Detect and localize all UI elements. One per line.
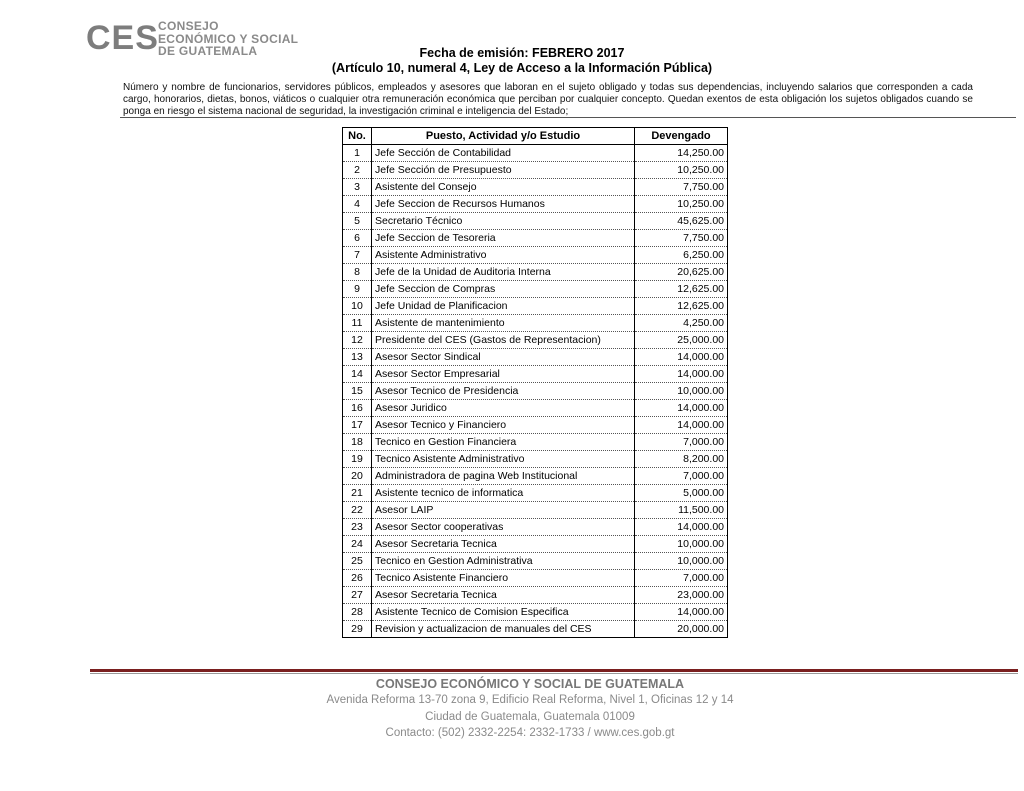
row-number: 22: [343, 502, 372, 519]
table-row: [343, 502, 728, 519]
table-row: [343, 145, 728, 162]
row-devengado: 23,000.00: [635, 587, 728, 604]
row-devengado: 20,625.00: [635, 264, 728, 281]
row-number: 14: [343, 366, 372, 383]
footer-org-name: CONSEJO ECONÓMICO Y SOCIAL DE GUATEMALA: [375, 677, 685, 691]
row-number: 3: [343, 179, 372, 196]
row-puesto: Asesor Secretaria Tecnica: [372, 536, 635, 553]
row-number: 29: [343, 621, 372, 638]
row-number: 23: [343, 519, 372, 536]
row-puesto: Asesor Tecnico y Financiero: [372, 417, 635, 434]
row-number: 10: [343, 298, 372, 315]
row-number: 11: [343, 315, 372, 332]
table-row: [343, 536, 728, 553]
row-puesto: Jefe Seccion de Recursos Humanos: [372, 196, 635, 213]
row-puesto: Revision y actualizacion de manuales del CES: [372, 621, 635, 638]
table-row: [343, 213, 728, 230]
row-puesto: Jefe de la Unidad de Auditoria Interna: [372, 264, 635, 281]
row-puesto: Jefe Sección de Contabilidad: [372, 145, 635, 162]
footer-city: Ciudad de Guatemala, Guatemala 01009: [425, 711, 635, 723]
table-header-row: [343, 128, 728, 145]
table-row: [343, 383, 728, 400]
row-devengado: 45,625.00: [635, 213, 728, 230]
row-devengado: 7,750.00: [635, 230, 728, 247]
row-number: 7: [343, 247, 372, 264]
row-devengado: 14,000.00: [635, 604, 728, 621]
logo-line-2: ECONÓMICO Y SOCIAL: [158, 31, 299, 46]
column-header-no: No.: [343, 128, 372, 145]
row-number: 4: [343, 196, 372, 213]
row-devengado: 14,000.00: [635, 349, 728, 366]
row-puesto: Jefe Unidad de Planificacion: [372, 298, 635, 315]
table-row: [343, 247, 728, 264]
row-devengado: 14,000.00: [635, 366, 728, 383]
row-devengado: 14,000.00: [635, 400, 728, 417]
row-devengado: 7,000.00: [635, 570, 728, 587]
table-row: [343, 298, 728, 315]
row-number: 1: [343, 145, 372, 162]
description-divider: [120, 117, 1016, 118]
row-devengado: 12,625.00: [635, 281, 728, 298]
row-devengado: 10,250.00: [635, 196, 728, 213]
logo-line-3: DE GUATEMALA: [158, 44, 258, 58]
table-row: [343, 281, 728, 298]
table-row: [343, 468, 728, 485]
salary-table: [342, 127, 728, 638]
table-row: [343, 264, 728, 281]
row-number: 27: [343, 587, 372, 604]
row-number: 15: [343, 383, 372, 400]
row-puesto: Asistente de mantenimiento: [372, 315, 635, 332]
row-devengado: 14,000.00: [635, 519, 728, 536]
row-puesto: Administradora de pagina Web Institucional: [372, 468, 635, 485]
issue-date-title: Fecha de emisión: FEBRERO 2017: [419, 46, 625, 60]
row-number: 16: [343, 400, 372, 417]
row-number: 13: [343, 349, 372, 366]
row-devengado: 10,000.00: [635, 383, 728, 400]
row-number: 8: [343, 264, 372, 281]
legal-article-subtitle: (Artículo 10, numeral 4, Ley de Acceso a la Información Pública): [331, 61, 713, 75]
table-body: [343, 145, 728, 638]
row-puesto: Asistente del Consejo: [372, 179, 635, 196]
row-puesto: Tecnico Asistente Administrativo: [372, 451, 635, 468]
row-devengado: 5,000.00: [635, 485, 728, 502]
footer-divider-thin: [90, 673, 1018, 674]
row-devengado: 10,250.00: [635, 162, 728, 179]
row-devengado: 25,000.00: [635, 332, 728, 349]
row-devengado: 4,250.00: [635, 315, 728, 332]
row-devengado: 14,250.00: [635, 145, 728, 162]
table-row: [343, 349, 728, 366]
row-devengado: 12,625.00: [635, 298, 728, 315]
row-puesto: Asesor Sector Empresarial: [372, 366, 635, 383]
row-puesto: Tecnico en Gestion Financiera: [372, 434, 635, 451]
column-header-puesto: Puesto, Actividad y/o Estudio: [372, 128, 635, 145]
row-number: 9: [343, 281, 372, 298]
row-number: 12: [343, 332, 372, 349]
table-row: [343, 230, 728, 247]
footer-contact: Contacto: (502) 2332-2254: 2332-1733 / www.ces.gob.gt: [385, 727, 675, 739]
row-number: 21: [343, 485, 372, 502]
row-puesto: Jefe Sección de Presupuesto: [372, 162, 635, 179]
row-number: 26: [343, 570, 372, 587]
row-devengado: 7,750.00: [635, 179, 728, 196]
row-number: 6: [343, 230, 372, 247]
row-puesto: Secretario Técnico: [372, 213, 635, 230]
row-devengado: 8,200.00: [635, 451, 728, 468]
row-puesto: Asesor LAIP: [372, 502, 635, 519]
row-number: 25: [343, 553, 372, 570]
row-puesto: Jefe Seccion de Tesoreria: [372, 230, 635, 247]
logo-mark: CES: [86, 19, 159, 57]
row-devengado: 10,000.00: [635, 536, 728, 553]
row-number: 17: [343, 417, 372, 434]
row-puesto: Asistente Tecnico de Comision Especifica: [372, 604, 635, 621]
row-number: 28: [343, 604, 372, 621]
table-row: [343, 604, 728, 621]
row-devengado: 11,500.00: [635, 502, 728, 519]
footer-divider: [90, 669, 1018, 672]
table-row: [343, 179, 728, 196]
row-puesto: Asesor Sector cooperativas: [372, 519, 635, 536]
table-row: [343, 485, 728, 502]
table-row: [343, 451, 728, 468]
row-devengado: 7,000.00: [635, 434, 728, 451]
row-number: 18: [343, 434, 372, 451]
row-puesto: Asesor Juridico: [372, 400, 635, 417]
row-number: 2: [343, 162, 372, 179]
row-puesto: Asistente tecnico de informatica: [372, 485, 635, 502]
row-puesto: Asesor Tecnico de Presidencia: [372, 383, 635, 400]
table-row: [343, 417, 728, 434]
row-puesto: Jefe Seccion de Compras: [372, 281, 635, 298]
table-row: [343, 570, 728, 587]
description-paragraph: Número y nombre de funcionarios, servidores públicos, empleados y asesores que laboran en el sujeto obligado y todas sus dependencias, incluyendo salarios que corresponden a cada cargo, honorarios, dietas, bonos, viáticos o cualquier otra remuneración económica que perciban por cualquier concepto. Quedan exentos de esta obligación los sujetos obligados cuando se ponga en riesgo el sistema nacional de seguridad, la investigación criminal e inteligencia del Estado;: [123, 82, 973, 117]
row-number: 5: [343, 213, 372, 230]
table-row: [343, 400, 728, 417]
row-puesto: Asistente Administrativo: [372, 247, 635, 264]
row-number: 19: [343, 451, 372, 468]
row-puesto: Presidente del CES (Gastos de Representacion): [372, 332, 635, 349]
table-row: [343, 162, 728, 179]
table-row: [343, 196, 728, 213]
row-puesto: Asesor Sector Sindical: [372, 349, 635, 366]
table-row: [343, 621, 728, 638]
table-row: [343, 587, 728, 604]
table-row: [343, 315, 728, 332]
row-number: 20: [343, 468, 372, 485]
row-devengado: 20,000.00: [635, 621, 728, 638]
row-puesto: Asesor Secretaria Tecnica: [372, 587, 635, 604]
row-puesto: Tecnico en Gestion Administrativa: [372, 553, 635, 570]
logo-line-1: CONSEJO: [158, 19, 219, 33]
row-devengado: 7,000.00: [635, 468, 728, 485]
table-row: [343, 366, 728, 383]
footer-address: Avenida Reforma 13-70 zona 9, Edificio Real Reforma, Nivel 1, Oficinas 12 y 14: [326, 694, 734, 706]
table-row: [343, 553, 728, 570]
row-devengado: 10,000.00: [635, 553, 728, 570]
row-devengado: 6,250.00: [635, 247, 728, 264]
row-devengado: 14,000.00: [635, 417, 728, 434]
row-puesto: Tecnico Asistente Financiero: [372, 570, 635, 587]
table-row: [343, 519, 728, 536]
table-row: [343, 434, 728, 451]
table-row: [343, 332, 728, 349]
row-number: 24: [343, 536, 372, 553]
column-header-devengado: Devengado: [635, 128, 728, 145]
